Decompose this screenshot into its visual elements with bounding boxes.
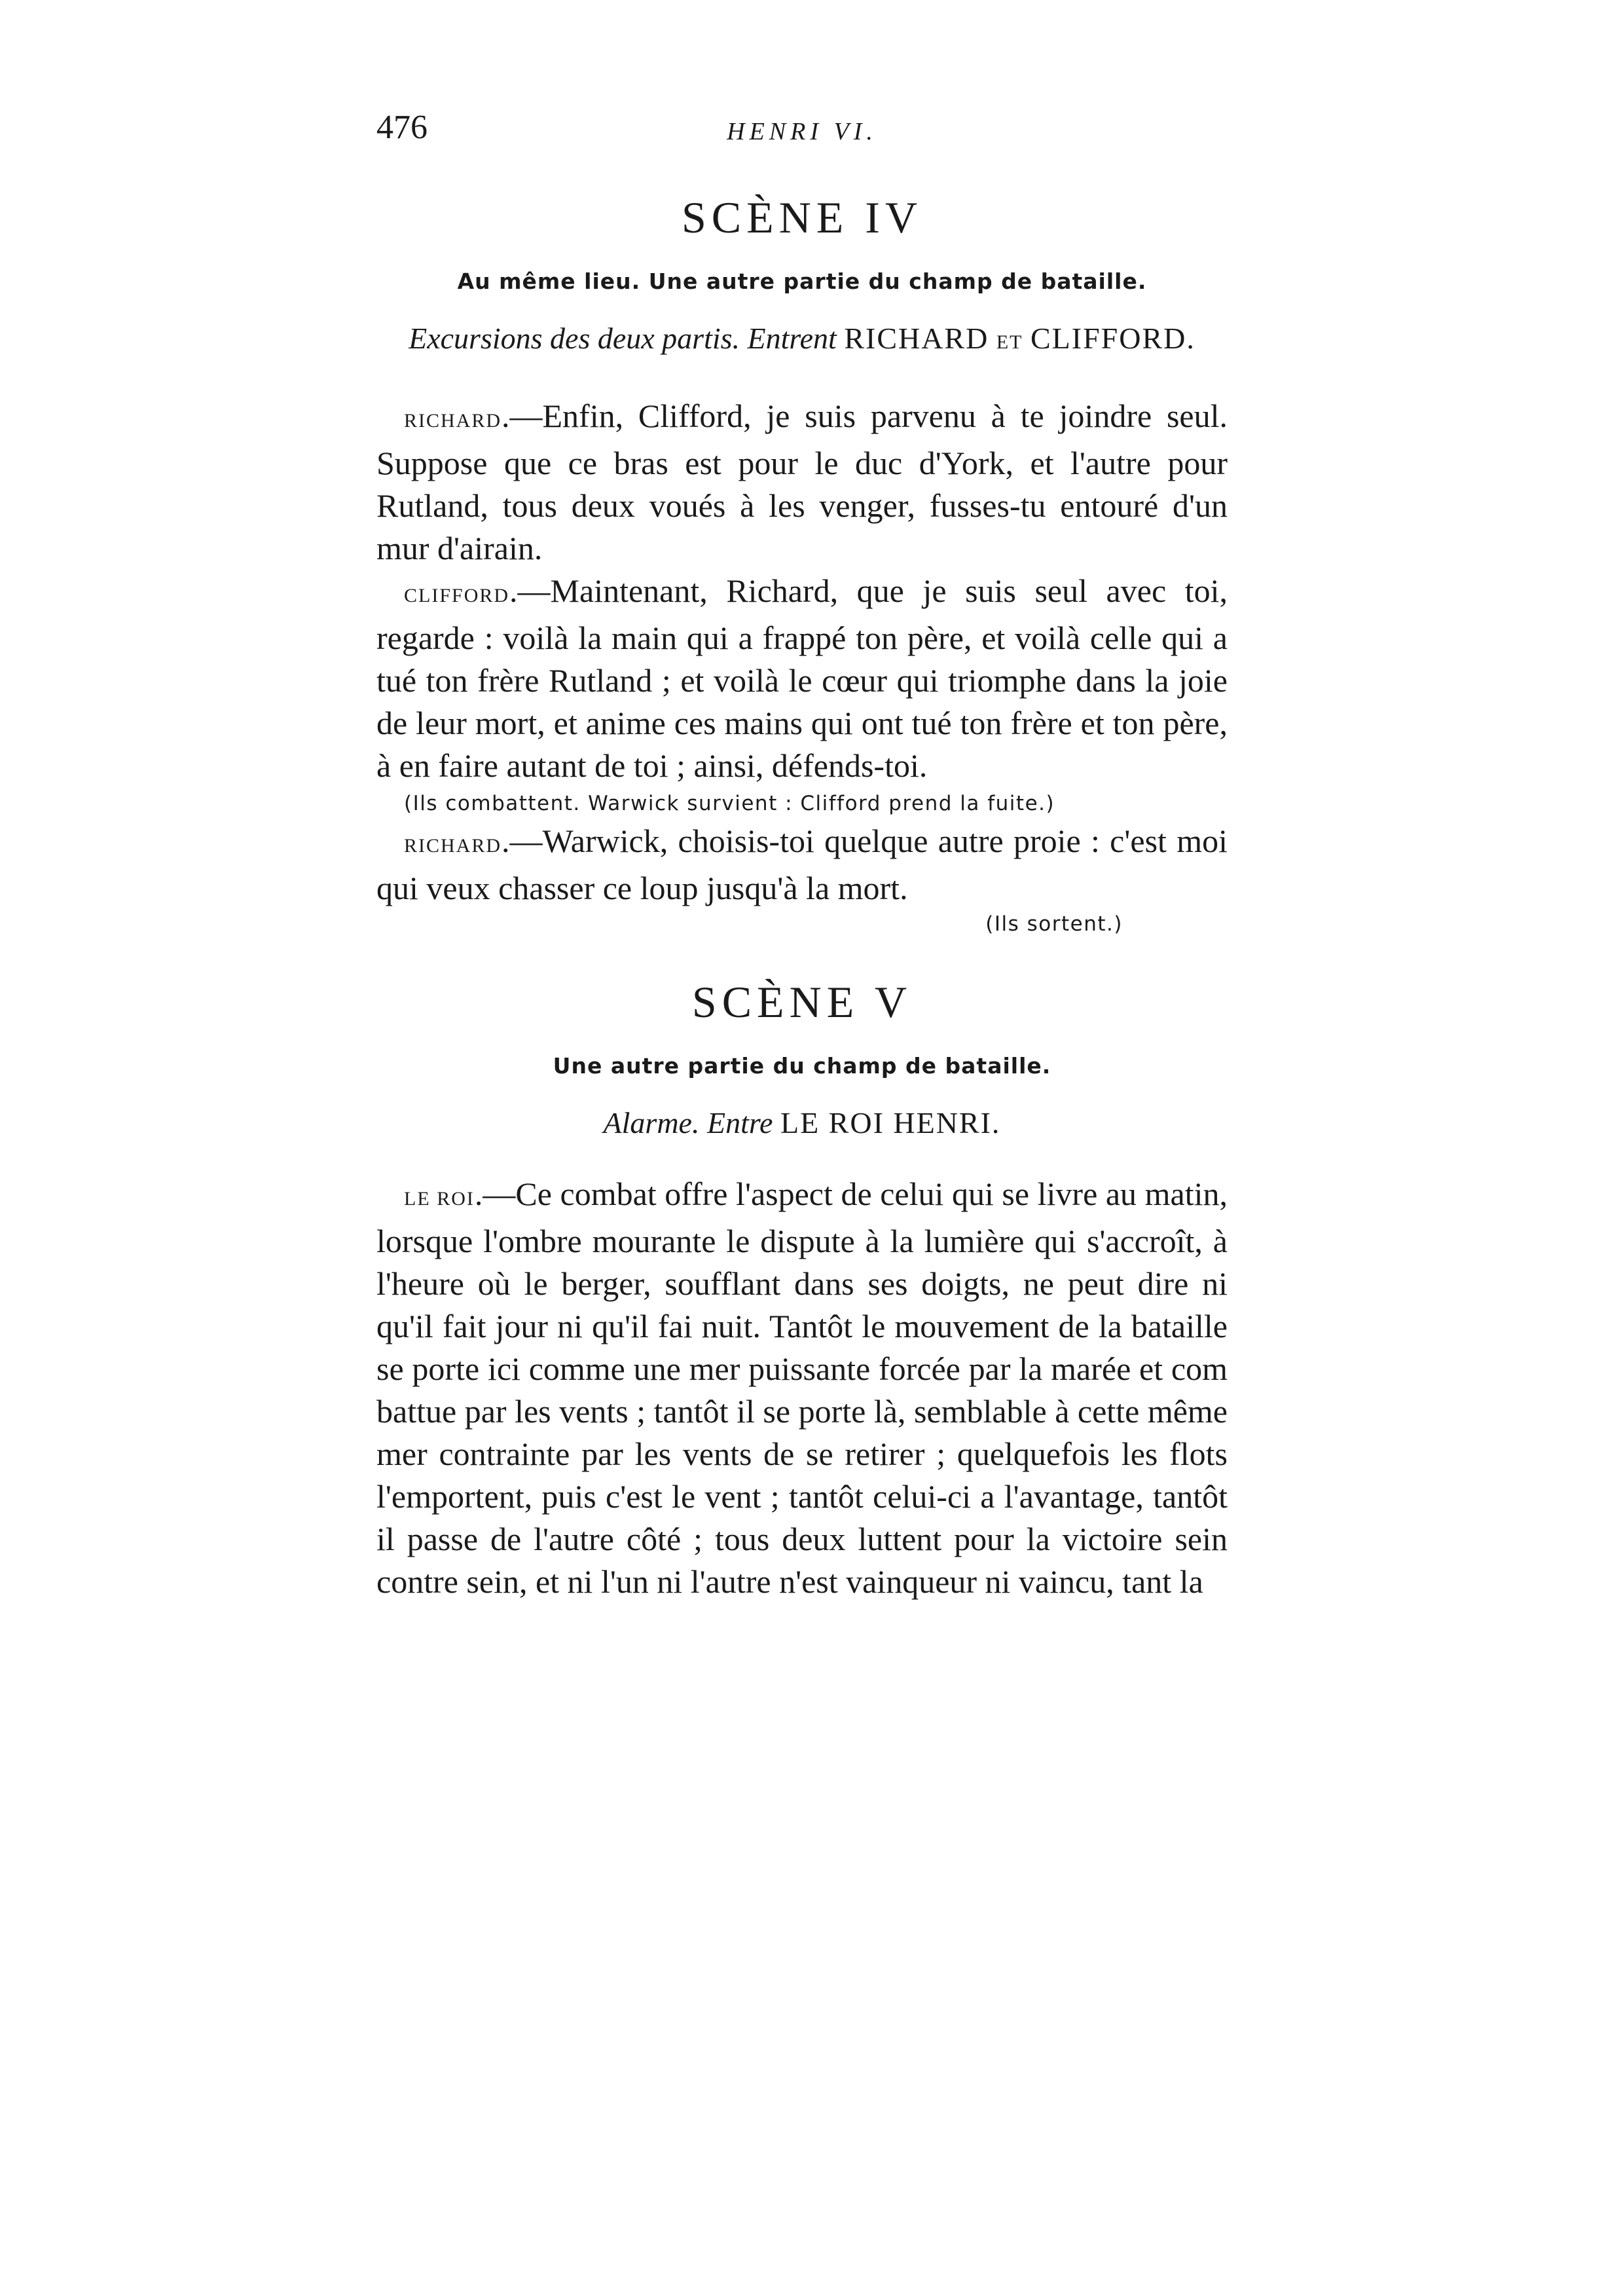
- speech-text: Maintenant, Richard, que je suis seul avec toi, regarde : voilà la main qui a frappé ton père, et voilà celle qui a tué ton frère Rutland ; et voilà le cœur qui triomphe dans la joie de leur mort, et anime ces mains qui ont tué ton frère et ton père, à en faire autant de toi ; ainsi, défends-toi.: [376, 572, 1228, 784]
- scene-iv-dialogue: [376, 395, 1228, 938]
- speech-richard-2: RICHARD.—Warwick, choisis-toi quelque autre proie : c'est moi qui veux chasser ce loup jusqu'à la mort.: [376, 823, 1228, 906]
- scene-v-direction-text: Alarme. Entre: [603, 1106, 773, 1139]
- running-head: [376, 108, 1228, 154]
- speech-clifford: CLIFFORD.—Maintenant, Richard, que je suis seul avec toi, regarde : voilà la main qui a frappé ton père, et voilà celle qui a tué ton frère Rutland ; et voilà le cœur qui triomphe dans la joie de leur mort, et anime ces mains qui ont tué ton frère et ton père, à en faire autant de toi ; ainsi, défends-toi.: [376, 572, 1228, 784]
- speaker-name: LE ROI: [404, 1188, 475, 1210]
- scene-v-location: Une autre partie du champ de bataille.: [553, 1053, 1051, 1079]
- scene-iv-direction-et: ET: [996, 331, 1023, 353]
- stage-note-combat: (Ils combattent. Warwick survient : Clifford prend la fuite.): [404, 792, 1055, 815]
- scene-iv-stage-direction: [376, 320, 1228, 361]
- scene-iv-direction-name-richard: RICHARD: [844, 322, 989, 355]
- speaker-name: RICHARD: [404, 410, 502, 432]
- scene-v-stage-direction: [376, 1105, 1228, 1141]
- running-title: HENRI VI.: [727, 118, 877, 145]
- speech-richard-1: RICHARD.—Enfin, Clifford, je suis parvenu à te joindre seul. Suppose que ce bras est pour le duc d'York, et l'autre pour Rutland, tous deux voués à les venger, fusses-tu entouré d'un mur d'airain.: [376, 398, 1228, 566]
- speech-text: Enfin, Clifford, je suis parvenu à te joindre seul. Suppose que ce bras est pour le duc d'York, et l'autre pour Rutland, tous deux voués à les venger, fusses-tu entouré d'un mur d'airain.: [376, 398, 1228, 566]
- stage-note-exit: (Ils sortent.): [985, 912, 1123, 936]
- speech-text: Warwick, choisis-toi quelque autre proie : c'est moi qui veux chasser ce loup jusqu'à la mort.: [376, 823, 1228, 906]
- speaker-name: RICHARD: [404, 835, 502, 857]
- scene-v-direction-name: LE ROI HENRI.: [780, 1106, 1001, 1139]
- scene-iv-location: Au même lieu. Une autre partie du champ de bataille.: [457, 268, 1147, 294]
- speech-le-roi: LE ROI.—Ce combat offre l'aspect de celui qui se livre au matin, lorsque l'ombre mourante le dispute à la lumière qui s'accroît, à l'heure où le berger, soufflant dans ses doigts, ne peut dire ni qu'il fait jour ni qu'il fai nuit. Tantôt le mouvement de la bataille se porte ici comme une mer puissante forcée par la marée et com battue par les vents ; tantôt il se porte là, semblable à cette même mer contrainte par les vents de se retirer ; quelquefois les flots l'emportent, puis c'est le vent ; tantôt celui-ci a l'avantage, tantôt il passe de l'autre côté ; tous deux luttent pour la victoire sein contre sein, et ni l'un ni l'autre n'est vainqueur ni vaincu, tant la: [376, 1176, 1228, 1600]
- speaker-name: CLIFFORD: [404, 585, 510, 606]
- page-number: 476: [376, 109, 428, 146]
- book-page: [376, 108, 1228, 1603]
- scene-v-title: SCÈNE V: [691, 977, 913, 1027]
- scene-iv-title: SCÈNE IV: [681, 193, 923, 242]
- scene-iv-direction-name-clifford: CLIFFORD.: [1030, 322, 1195, 355]
- speech-text: Ce combat offre l'aspect de celui qui se livre au matin, lorsque l'ombre mourante le dispute à la lumière qui s'accroît, à l'heure où le berger, soufflant dans ses doigts, ne peut dire ni qu'il fait jour ni qu'il fai nuit. Tantôt le mouvement de la bataille se porte ici comme une mer puissante forcée par la marée et com battue par les vents ; tantôt il se porte là, semblable à cette même mer contrainte par les vents de se retirer ; quelquefois les flots l'emportent, puis c'est le vent ; tantôt celui-ci a l'avantage, tantôt il passe de l'autre côté ; tous deux luttent pour la victoire sein contre sein, et ni l'un ni l'autre n'est vainqueur ni vaincu, tant la: [376, 1176, 1228, 1600]
- scene-iv-direction-text: Excursions des deux partis. Entrent: [409, 322, 837, 355]
